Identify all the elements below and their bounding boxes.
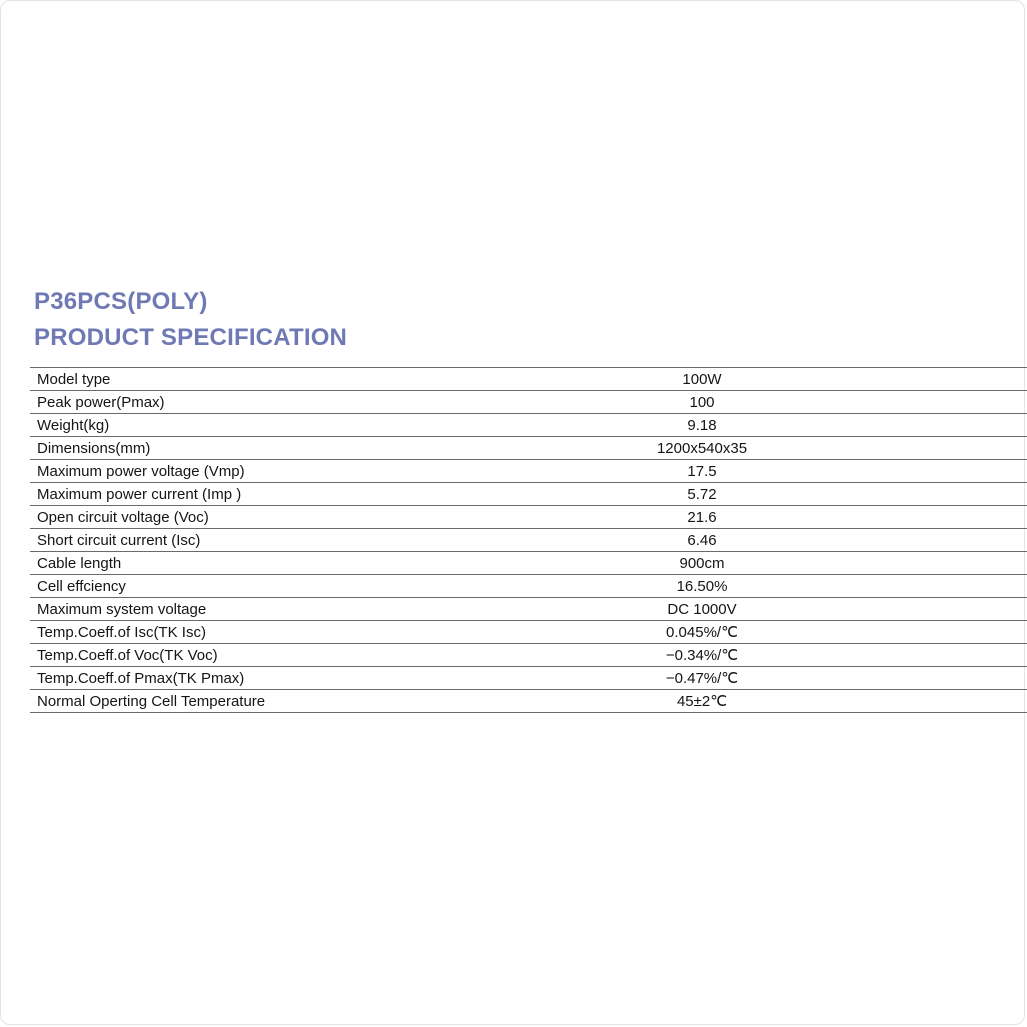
table-row — [30, 621, 1027, 644]
table-row — [30, 644, 1027, 667]
spec-label: Short circuit current (Isc) — [30, 529, 635, 552]
spec-label: Model type — [30, 368, 635, 391]
spec-value: 17.5 — [687, 463, 717, 480]
spec-label: Maximum power current (Imp ) — [30, 483, 635, 506]
spec-value: 100 — [689, 394, 715, 411]
product-specification-heading: PRODUCT SPECIFICATION — [34, 324, 348, 351]
specification-table — [30, 367, 1027, 713]
spec-label: Peak power(Pmax) — [30, 391, 635, 414]
product-model-title: P36PCS(POLY) — [34, 288, 208, 315]
spec-value: 5.72 — [687, 486, 717, 503]
spec-label: Dimensions(mm) — [30, 437, 635, 460]
table-row — [30, 414, 1027, 437]
table-row — [30, 529, 1027, 552]
spec-value: 0.045%/℃ — [666, 624, 738, 641]
spec-value: 6.46 — [687, 532, 717, 549]
spec-value: 900cm — [679, 555, 725, 572]
table-row — [30, 460, 1027, 483]
spec-value: 45±2℃ — [676, 693, 728, 710]
spec-value: −0.47%/℃ — [665, 670, 739, 687]
spec-label: Cable length — [30, 552, 635, 575]
spec-value: 1200x540x35 — [656, 440, 748, 457]
spec-label: Maximum system voltage — [30, 598, 635, 621]
spec-value: 9.18 — [687, 417, 717, 434]
table-row — [30, 391, 1027, 414]
table-row — [30, 575, 1027, 598]
spec-value: 16.50% — [676, 578, 728, 595]
spec-label: Maximum power voltage (Vmp) — [30, 460, 635, 483]
table-row — [30, 690, 1027, 713]
spec-label: Cell effciency — [30, 575, 635, 598]
title-block — [34, 286, 347, 354]
table-row — [30, 552, 1027, 575]
spec-value: −0.34%/℃ — [665, 647, 739, 664]
table-row — [30, 506, 1027, 529]
spec-label: Temp.Coeff.of Pmax(TK Pmax) — [30, 667, 635, 690]
spec-label: Temp.Coeff.of Isc(TK Isc) — [30, 621, 635, 644]
spec-label: Normal Operting Cell Temperature — [30, 690, 635, 713]
table-row — [30, 667, 1027, 690]
spec-value: 100W — [682, 371, 722, 388]
spec-label: Open circuit voltage (Voc) — [30, 506, 635, 529]
table-row — [30, 368, 1027, 391]
table-row — [30, 437, 1027, 460]
spec-label: Temp.Coeff.of Voc(TK Voc) — [30, 644, 635, 667]
spec-value: 21.6 — [687, 509, 717, 526]
spec-value: DC 1000V — [667, 601, 737, 618]
spec-label: Weight(kg) — [30, 414, 635, 437]
table-row — [30, 598, 1027, 621]
table-row — [30, 483, 1027, 506]
